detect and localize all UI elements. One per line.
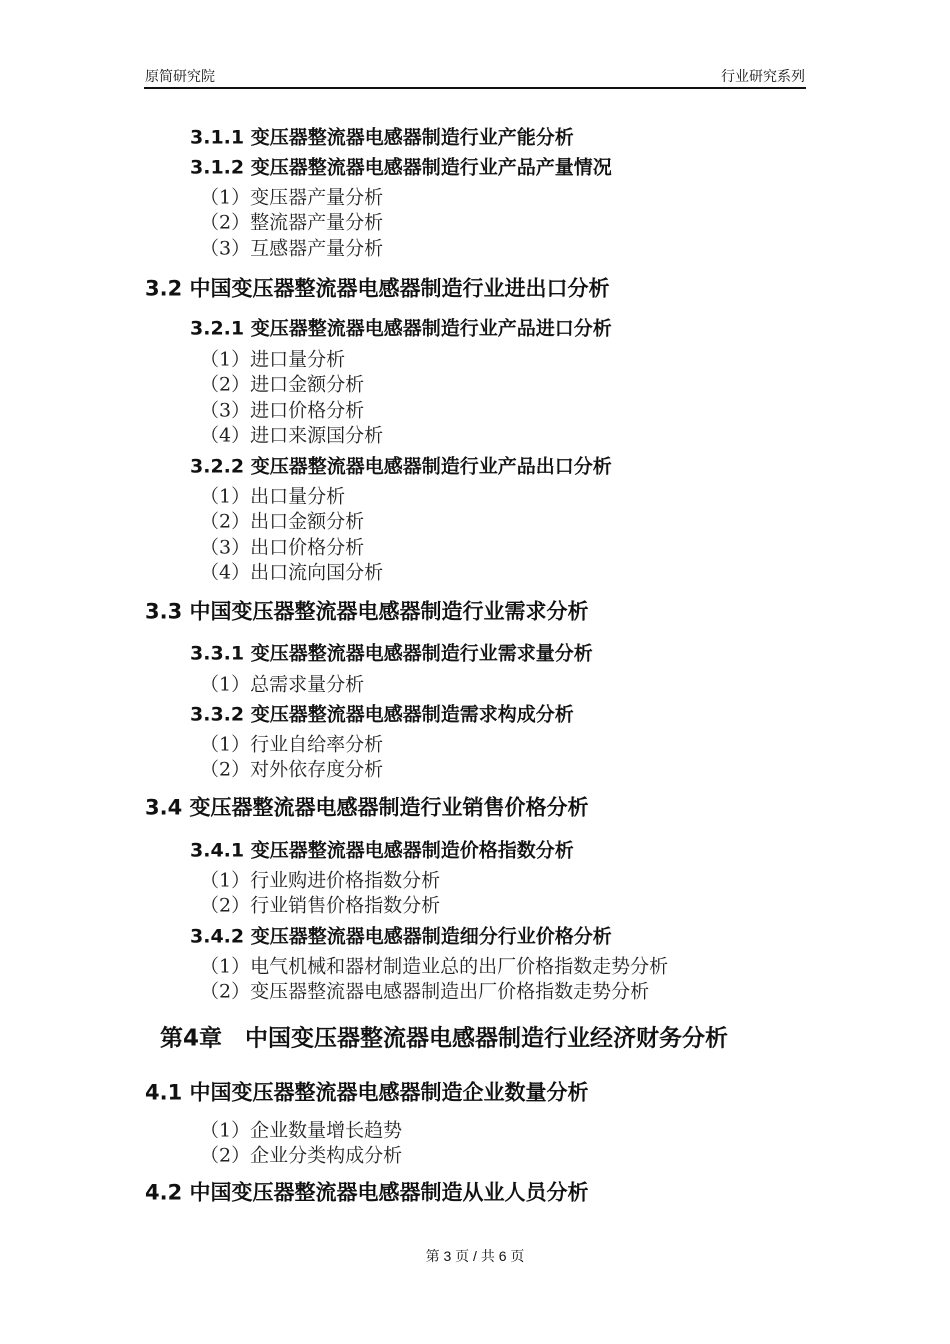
toc-item: （4）进口来源国分析 (200, 424, 384, 447)
toc-item: （1）行业购进价格指数分析 (200, 869, 441, 892)
section-heading: 4.1 中国变压器整流器电感器制造企业数量分析 (145, 1080, 589, 1105)
section-heading: 3.2 中国变压器整流器电感器制造行业进出口分析 (145, 276, 610, 301)
section-heading: 3.4 变压器整流器电感器制造行业销售价格分析 (145, 795, 589, 820)
toc-item: （1）进口量分析 (200, 348, 346, 371)
toc-item: （1）出口量分析 (200, 485, 346, 508)
toc-item: （2）出口金额分析 (200, 510, 365, 533)
subsection-heading: 3.4.1 变压器整流器电感器制造价格指数分析 (190, 839, 574, 862)
toc-item: （1）行业自给率分析 (200, 733, 384, 756)
toc-item: （1）电气机械和器材制造业总的出厂价格指数走势分析 (200, 955, 669, 978)
header-divider (144, 87, 806, 89)
toc-item: （3）进口价格分析 (200, 399, 365, 422)
header-series: 行业研究系列 (721, 68, 805, 84)
toc-item: （2）变压器整流器电感器制造出厂价格指数走势分析 (200, 980, 650, 1003)
header-organization: 原简研究院 (145, 68, 215, 84)
subsection-heading: 3.3.2 变压器整流器电感器制造需求构成分析 (190, 703, 574, 726)
toc-item: （2）整流器产量分析 (200, 211, 384, 234)
subsection-heading: 3.1.2 变压器整流器电感器制造行业产品产量情况 (190, 156, 612, 179)
chapter-heading: 第4章 中国变压器整流器电感器制造行业经济财务分析 (160, 1025, 729, 1052)
toc-item: （1）企业数量增长趋势 (200, 1119, 403, 1142)
toc-item: （3）互感器产量分析 (200, 237, 384, 260)
toc-item: （2）行业销售价格指数分析 (200, 894, 441, 917)
section-heading: 3.3 中国变压器整流器电感器制造行业需求分析 (145, 599, 589, 624)
page-number: 第 3 页 / 共 6 页 (425, 1248, 525, 1264)
section-heading: 4.2 中国变压器整流器电感器制造从业人员分析 (145, 1180, 589, 1205)
subsection-heading: 3.2.1 变压器整流器电感器制造行业产品进口分析 (190, 317, 612, 340)
toc-item: （1）总需求量分析 (200, 673, 365, 696)
toc-item: （3）出口价格分析 (200, 536, 365, 559)
toc-item: （2）对外依存度分析 (200, 758, 384, 781)
subsection-heading: 3.1.1 变压器整流器电感器制造行业产能分析 (190, 126, 574, 149)
toc-item: （2）进口金额分析 (200, 373, 365, 396)
toc-item: （4）出口流向国分析 (200, 561, 384, 584)
subsection-heading: 3.4.2 变压器整流器电感器制造细分行业价格分析 (190, 925, 612, 948)
subsection-heading: 3.2.2 变压器整流器电感器制造行业产品出口分析 (190, 455, 612, 478)
toc-item: （1）变压器产量分析 (200, 186, 384, 209)
toc-item: （2）企业分类构成分析 (200, 1144, 403, 1167)
subsection-heading: 3.3.1 变压器整流器电感器制造行业需求量分析 (190, 642, 593, 665)
